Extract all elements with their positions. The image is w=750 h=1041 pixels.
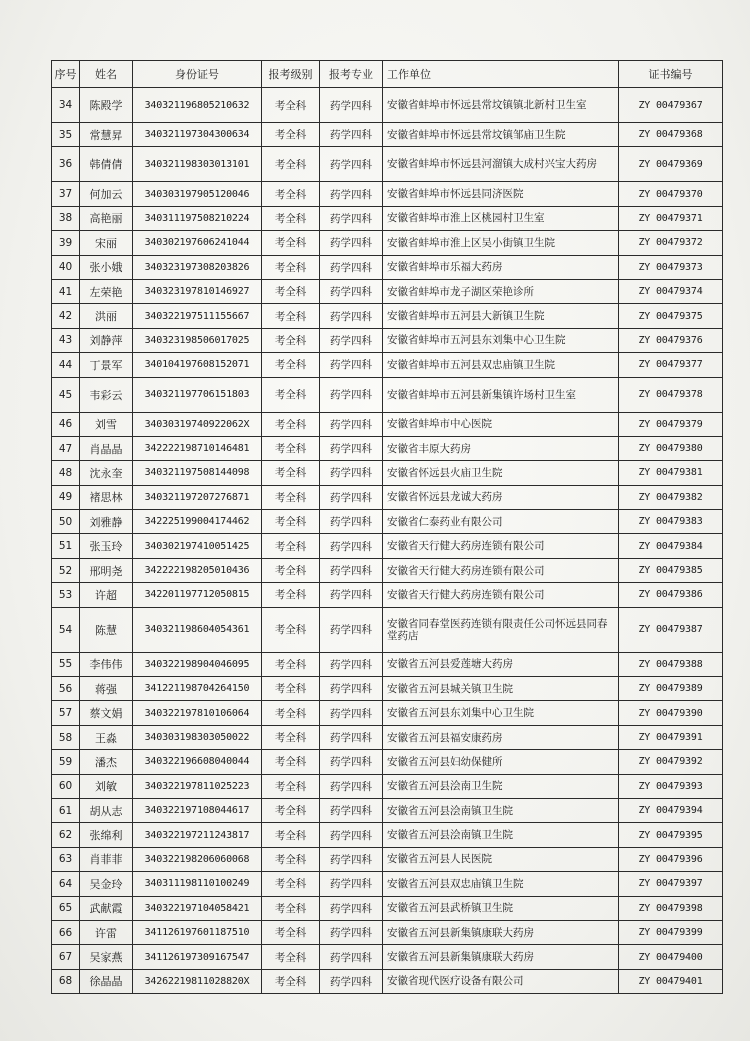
cell-no: 67 — [52, 945, 80, 969]
table-row — [52, 969, 723, 993]
cell-work-unit: 安徽省五河县新集镇康联大药房 — [383, 920, 619, 944]
cell-level: 考全科 — [262, 206, 320, 230]
cell-cert-number: ZY 00479374 — [619, 279, 723, 303]
cell-cert-number: ZY 00479373 — [619, 255, 723, 279]
cell-id-number: 342222198205010436 — [133, 558, 262, 582]
cell-level: 考全科 — [262, 255, 320, 279]
cell-cert-number: ZY 00479377 — [619, 353, 723, 377]
cell-work-unit: 安徽省怀远县龙诚大药房 — [383, 485, 619, 509]
cell-major: 药学四科 — [320, 88, 383, 123]
cell-level: 考全科 — [262, 969, 320, 993]
cell-level: 考全科 — [262, 88, 320, 123]
table-row — [52, 461, 723, 485]
cell-work-unit: 安徽省同春堂医药连锁有限责任公司怀远县同春堂药店 — [383, 607, 619, 652]
cell-name: 刘静萍 — [80, 328, 133, 352]
cell-name: 刘雅静 — [80, 510, 133, 534]
cell-work-unit: 安徽省蚌埠市怀远县常坟镇镇北新村卫生室 — [383, 88, 619, 123]
cell-work-unit: 安徽省天行健大药房连锁有限公司 — [383, 583, 619, 607]
cell-major: 药学四科 — [320, 328, 383, 352]
cell-work-unit: 安徽省蚌埠市五河县东刘集中心卫生院 — [383, 328, 619, 352]
table-row — [52, 534, 723, 558]
cell-work-unit: 安徽省蚌埠市淮上区吴小街镇卫生院 — [383, 231, 619, 255]
cell-id-number: 340322197108044617 — [133, 798, 262, 822]
cell-cert-number: ZY 00479393 — [619, 774, 723, 798]
table-row — [52, 823, 723, 847]
cell-cert-number: ZY 00479399 — [619, 920, 723, 944]
cell-major: 药学四科 — [320, 725, 383, 749]
cell-id-number: 340322198904046095 — [133, 652, 262, 676]
cell-major: 药学四科 — [320, 872, 383, 896]
header-id: 身份证号 — [133, 61, 262, 88]
cell-name: 胡从志 — [80, 798, 133, 822]
cell-work-unit: 安徽省五河县浍南镇卫生院 — [383, 823, 619, 847]
cell-no: 48 — [52, 461, 80, 485]
table-row — [52, 182, 723, 206]
cell-no: 68 — [52, 969, 80, 993]
cell-no: 41 — [52, 279, 80, 303]
cell-no: 42 — [52, 304, 80, 328]
cell-id-number: 340323197810146927 — [133, 279, 262, 303]
cell-level: 考全科 — [262, 279, 320, 303]
table-row — [52, 607, 723, 652]
cell-name: 蔡文娟 — [80, 701, 133, 725]
table-row — [52, 725, 723, 749]
cell-cert-number: ZY 00479394 — [619, 798, 723, 822]
cell-major: 药学四科 — [320, 607, 383, 652]
cell-no: 51 — [52, 534, 80, 558]
cell-name: 吴家燕 — [80, 945, 133, 969]
cell-level: 考全科 — [262, 583, 320, 607]
cell-work-unit: 安徽省天行健大药房连锁有限公司 — [383, 534, 619, 558]
cell-level: 考全科 — [262, 607, 320, 652]
cell-level: 考全科 — [262, 896, 320, 920]
cell-work-unit: 安徽省蚌埠市乐福大药房 — [383, 255, 619, 279]
cell-level: 考全科 — [262, 750, 320, 774]
table-row — [52, 412, 723, 436]
cell-major: 药学四科 — [320, 896, 383, 920]
cell-id-number: 340321197508144098 — [133, 461, 262, 485]
cell-major: 药学四科 — [320, 510, 383, 534]
cell-major: 药学四科 — [320, 485, 383, 509]
cell-major: 药学四科 — [320, 412, 383, 436]
cell-cert-number: ZY 00479382 — [619, 485, 723, 509]
cell-major: 药学四科 — [320, 231, 383, 255]
cell-no: 53 — [52, 583, 80, 607]
cell-no: 59 — [52, 750, 80, 774]
cell-work-unit: 安徽省蚌埠市五河县新集镇许场村卫生室 — [383, 377, 619, 412]
cell-name: 肖菲菲 — [80, 847, 133, 871]
cell-id-number: 340321197207276871 — [133, 485, 262, 509]
cell-name: 张绵利 — [80, 823, 133, 847]
cell-id-number: 340302197410051425 — [133, 534, 262, 558]
cell-major: 药学四科 — [320, 534, 383, 558]
cell-level: 考全科 — [262, 872, 320, 896]
table-row — [52, 774, 723, 798]
cell-id-number: 340311197508210224 — [133, 206, 262, 230]
cell-no: 64 — [52, 872, 80, 896]
cell-work-unit: 安徽省蚌埠市五河县大新镇卫生院 — [383, 304, 619, 328]
cell-no: 52 — [52, 558, 80, 582]
cell-level: 考全科 — [262, 823, 320, 847]
cell-major: 药学四科 — [320, 774, 383, 798]
cell-name: 褚思林 — [80, 485, 133, 509]
cell-level: 考全科 — [262, 774, 320, 798]
cell-id-number: 34030319740922062X — [133, 412, 262, 436]
header-cert: 证书编号 — [619, 61, 723, 88]
cell-name: 丁景军 — [80, 353, 133, 377]
table-row — [52, 328, 723, 352]
cell-id-number: 340323198506017025 — [133, 328, 262, 352]
table-row — [52, 510, 723, 534]
cell-major: 药学四科 — [320, 701, 383, 725]
header-level: 报考级别 — [262, 61, 320, 88]
cell-name: 李伟伟 — [80, 652, 133, 676]
cell-id-number: 340311198110100249 — [133, 872, 262, 896]
cell-no: 44 — [52, 353, 80, 377]
cell-level: 考全科 — [262, 534, 320, 558]
cell-id-number: 340322197811025223 — [133, 774, 262, 798]
cell-id-number: 340321198303013101 — [133, 147, 262, 182]
cell-id-number: 340321197304300634 — [133, 123, 262, 147]
table-row — [52, 945, 723, 969]
cell-name: 宋丽 — [80, 231, 133, 255]
cell-cert-number: ZY 00479384 — [619, 534, 723, 558]
cell-id-number: 340322196608040044 — [133, 750, 262, 774]
cell-work-unit: 安徽省蚌埠市怀远县河溜镇大成村兴宝大药房 — [383, 147, 619, 182]
table-row — [52, 652, 723, 676]
cell-id-number: 340321197706151803 — [133, 377, 262, 412]
cell-id-number: 340323197308203826 — [133, 255, 262, 279]
cell-level: 考全科 — [262, 231, 320, 255]
cell-major: 药学四科 — [320, 677, 383, 701]
cell-level: 考全科 — [262, 182, 320, 206]
cell-cert-number: ZY 00479372 — [619, 231, 723, 255]
cell-level: 考全科 — [262, 701, 320, 725]
cell-no: 50 — [52, 510, 80, 534]
cell-name: 徐晶晶 — [80, 969, 133, 993]
cell-level: 考全科 — [262, 920, 320, 944]
cell-level: 考全科 — [262, 847, 320, 871]
cell-no: 45 — [52, 377, 80, 412]
cell-no: 39 — [52, 231, 80, 255]
cell-no: 65 — [52, 896, 80, 920]
cell-cert-number: ZY 00479383 — [619, 510, 723, 534]
cell-cert-number: ZY 00479401 — [619, 969, 723, 993]
cell-no: 62 — [52, 823, 80, 847]
cell-major: 药学四科 — [320, 255, 383, 279]
cell-level: 考全科 — [262, 328, 320, 352]
cell-no: 38 — [52, 206, 80, 230]
cell-name: 许雷 — [80, 920, 133, 944]
cell-name: 高艳丽 — [80, 206, 133, 230]
cell-work-unit: 安徽省蚌埠市怀远县常坟镇邹庙卫生院 — [383, 123, 619, 147]
cell-name: 韩倩倩 — [80, 147, 133, 182]
cell-work-unit: 安徽省蚌埠市中心医院 — [383, 412, 619, 436]
table-row — [52, 847, 723, 871]
cell-major: 药学四科 — [320, 920, 383, 944]
cell-major: 药学四科 — [320, 147, 383, 182]
cell-id-number: 341221198704264150 — [133, 677, 262, 701]
table-row — [52, 436, 723, 460]
cell-work-unit: 安徽省仁泰药业有限公司 — [383, 510, 619, 534]
cell-major: 药学四科 — [320, 353, 383, 377]
cell-name: 许超 — [80, 583, 133, 607]
cell-cert-number: ZY 00479370 — [619, 182, 723, 206]
cell-level: 考全科 — [262, 304, 320, 328]
cell-work-unit: 安徽省五河县浍南镇卫生院 — [383, 798, 619, 822]
cell-work-unit: 安徽省现代医疗设备有限公司 — [383, 969, 619, 993]
cell-work-unit: 安徽省怀远县火庙卫生院 — [383, 461, 619, 485]
cell-id-number: 340322197104058421 — [133, 896, 262, 920]
table-row — [52, 583, 723, 607]
cell-no: 61 — [52, 798, 80, 822]
header-major: 报考专业 — [320, 61, 383, 88]
cell-cert-number: ZY 00479368 — [619, 123, 723, 147]
cell-level: 考全科 — [262, 412, 320, 436]
cell-no: 57 — [52, 701, 80, 725]
cell-work-unit: 安徽省蚌埠市淮上区桃园村卫生室 — [383, 206, 619, 230]
cell-level: 考全科 — [262, 798, 320, 822]
cell-major: 药学四科 — [320, 823, 383, 847]
cell-no: 37 — [52, 182, 80, 206]
cell-major: 药学四科 — [320, 969, 383, 993]
cell-level: 考全科 — [262, 725, 320, 749]
header-row — [52, 61, 723, 88]
cell-cert-number: ZY 00479388 — [619, 652, 723, 676]
cell-id-number: 340321196805210632 — [133, 88, 262, 123]
table-row — [52, 701, 723, 725]
cell-id-number: 341126197309167547 — [133, 945, 262, 969]
cell-name: 武献霞 — [80, 896, 133, 920]
cell-cert-number: ZY 00479378 — [619, 377, 723, 412]
cell-id-number: 340322197211243817 — [133, 823, 262, 847]
table-row — [52, 147, 723, 182]
cell-cert-number: ZY 00479398 — [619, 896, 723, 920]
cell-major: 药学四科 — [320, 279, 383, 303]
table-row — [52, 88, 723, 123]
cell-level: 考全科 — [262, 558, 320, 582]
cell-cert-number: ZY 00479392 — [619, 750, 723, 774]
cell-no: 35 — [52, 123, 80, 147]
cell-name: 王淼 — [80, 725, 133, 749]
cell-id-number: 340303198303050022 — [133, 725, 262, 749]
table-row — [52, 798, 723, 822]
cell-major: 药学四科 — [320, 123, 383, 147]
header-work-unit: 工作单位 — [383, 61, 619, 88]
cell-name: 常慧昇 — [80, 123, 133, 147]
table-row — [52, 920, 723, 944]
cell-id-number: 340322197511155667 — [133, 304, 262, 328]
cell-work-unit: 安徽省五河县武桥镇卫生院 — [383, 896, 619, 920]
cell-level: 考全科 — [262, 652, 320, 676]
cell-name: 刘雪 — [80, 412, 133, 436]
cell-level: 考全科 — [262, 377, 320, 412]
cell-id-number: 340303197905120046 — [133, 182, 262, 206]
cell-id-number: 340322198206060068 — [133, 847, 262, 871]
cell-id-number: 34262219811028820X — [133, 969, 262, 993]
cell-major: 药学四科 — [320, 798, 383, 822]
header-no: 序号 — [52, 61, 80, 88]
table-row — [52, 255, 723, 279]
table-row — [52, 750, 723, 774]
cell-level: 考全科 — [262, 677, 320, 701]
roster-table — [51, 60, 723, 994]
cell-cert-number: ZY 00479385 — [619, 558, 723, 582]
table-row — [52, 123, 723, 147]
cell-no: 66 — [52, 920, 80, 944]
cell-id-number: 341126197601187510 — [133, 920, 262, 944]
table-row — [52, 206, 723, 230]
cell-major: 药学四科 — [320, 583, 383, 607]
cell-cert-number: ZY 00479369 — [619, 147, 723, 182]
cell-cert-number: ZY 00479396 — [619, 847, 723, 871]
cell-work-unit: 安徽省蚌埠市怀远县同济医院 — [383, 182, 619, 206]
table-row — [52, 485, 723, 509]
table-row — [52, 353, 723, 377]
cell-cert-number: ZY 00479400 — [619, 945, 723, 969]
cell-cert-number: ZY 00479390 — [619, 701, 723, 725]
cell-name: 邢明尧 — [80, 558, 133, 582]
cell-level: 考全科 — [262, 461, 320, 485]
cell-cert-number: ZY 00479389 — [619, 677, 723, 701]
cell-cert-number: ZY 00479397 — [619, 872, 723, 896]
cell-cert-number: ZY 00479386 — [619, 583, 723, 607]
table-row — [52, 558, 723, 582]
cell-major: 药学四科 — [320, 436, 383, 460]
cell-work-unit: 安徽省五河县双忠庙镇卫生院 — [383, 872, 619, 896]
cell-cert-number: ZY 00479395 — [619, 823, 723, 847]
table-row — [52, 896, 723, 920]
cell-no: 47 — [52, 436, 80, 460]
cell-work-unit: 安徽省五河县城关镇卫生院 — [383, 677, 619, 701]
cell-name: 刘敏 — [80, 774, 133, 798]
cell-cert-number: ZY 00479380 — [619, 436, 723, 460]
cell-name: 潘杰 — [80, 750, 133, 774]
cell-cert-number: ZY 00479376 — [619, 328, 723, 352]
cell-level: 考全科 — [262, 485, 320, 509]
cell-name: 张小娥 — [80, 255, 133, 279]
cell-no: 49 — [52, 485, 80, 509]
cell-major: 药学四科 — [320, 558, 383, 582]
cell-id-number: 340321198604054361 — [133, 607, 262, 652]
cell-major: 药学四科 — [320, 182, 383, 206]
cell-no: 55 — [52, 652, 80, 676]
cell-cert-number: ZY 00479381 — [619, 461, 723, 485]
cell-id-number: 340302197606241044 — [133, 231, 262, 255]
cell-no: 40 — [52, 255, 80, 279]
cell-major: 药学四科 — [320, 304, 383, 328]
cell-name: 沈永奎 — [80, 461, 133, 485]
header-name: 姓名 — [80, 61, 133, 88]
cell-cert-number: ZY 00479367 — [619, 88, 723, 123]
cell-no: 60 — [52, 774, 80, 798]
cell-id-number: 342222198710146481 — [133, 436, 262, 460]
cell-work-unit: 安徽省蚌埠市龙子湖区荣艳诊所 — [383, 279, 619, 303]
cell-name: 蒋强 — [80, 677, 133, 701]
cell-id-number: 340104197608152071 — [133, 353, 262, 377]
cell-work-unit: 安徽省五河县妇幼保健所 — [383, 750, 619, 774]
cell-name: 陈慧 — [80, 607, 133, 652]
cell-no: 46 — [52, 412, 80, 436]
cell-name: 肖晶晶 — [80, 436, 133, 460]
table-row — [52, 279, 723, 303]
cell-major: 药学四科 — [320, 945, 383, 969]
cell-work-unit: 安徽省五河县东刘集中心卫生院 — [383, 701, 619, 725]
cell-level: 考全科 — [262, 353, 320, 377]
table-row — [52, 231, 723, 255]
cell-work-unit: 安徽省五河县福安康药房 — [383, 725, 619, 749]
cell-name: 左荣艳 — [80, 279, 133, 303]
cell-major: 药学四科 — [320, 847, 383, 871]
cell-name: 何加云 — [80, 182, 133, 206]
table-row — [52, 677, 723, 701]
cell-work-unit: 安徽省五河县人民医院 — [383, 847, 619, 871]
table-row — [52, 304, 723, 328]
cell-no: 43 — [52, 328, 80, 352]
cell-name: 张玉玲 — [80, 534, 133, 558]
cell-no: 63 — [52, 847, 80, 871]
cell-no: 34 — [52, 88, 80, 123]
cell-cert-number: ZY 00479391 — [619, 725, 723, 749]
cell-id-number: 342225199004174462 — [133, 510, 262, 534]
cell-name: 韦彩云 — [80, 377, 133, 412]
cell-name: 陈殿学 — [80, 88, 133, 123]
cell-major: 药学四科 — [320, 750, 383, 774]
table-row — [52, 377, 723, 412]
cell-no: 56 — [52, 677, 80, 701]
cell-id-number: 342201197712050815 — [133, 583, 262, 607]
cell-work-unit: 安徽省五河县新集镇康联大药房 — [383, 945, 619, 969]
cell-work-unit: 安徽省丰原大药房 — [383, 436, 619, 460]
cell-work-unit: 安徽省蚌埠市五河县双忠庙镇卫生院 — [383, 353, 619, 377]
cell-work-unit: 安徽省五河县爱莲塘大药房 — [383, 652, 619, 676]
table-row — [52, 872, 723, 896]
cell-work-unit: 安徽省五河县浍南卫生院 — [383, 774, 619, 798]
cell-cert-number: ZY 00479387 — [619, 607, 723, 652]
cell-cert-number: ZY 00479371 — [619, 206, 723, 230]
cell-cert-number: ZY 00479375 — [619, 304, 723, 328]
cell-level: 考全科 — [262, 510, 320, 534]
cell-level: 考全科 — [262, 436, 320, 460]
cell-name: 吴金玲 — [80, 872, 133, 896]
cell-cert-number: ZY 00479379 — [619, 412, 723, 436]
cell-level: 考全科 — [262, 945, 320, 969]
cell-work-unit: 安徽省天行健大药房连锁有限公司 — [383, 558, 619, 582]
cell-level: 考全科 — [262, 147, 320, 182]
cell-name: 洪丽 — [80, 304, 133, 328]
cell-no: 36 — [52, 147, 80, 182]
cell-major: 药学四科 — [320, 206, 383, 230]
cell-no: 58 — [52, 725, 80, 749]
cell-no: 54 — [52, 607, 80, 652]
cell-major: 药学四科 — [320, 461, 383, 485]
cell-id-number: 340322197810106064 — [133, 701, 262, 725]
cell-level: 考全科 — [262, 123, 320, 147]
cell-major: 药学四科 — [320, 652, 383, 676]
cell-major: 药学四科 — [320, 377, 383, 412]
